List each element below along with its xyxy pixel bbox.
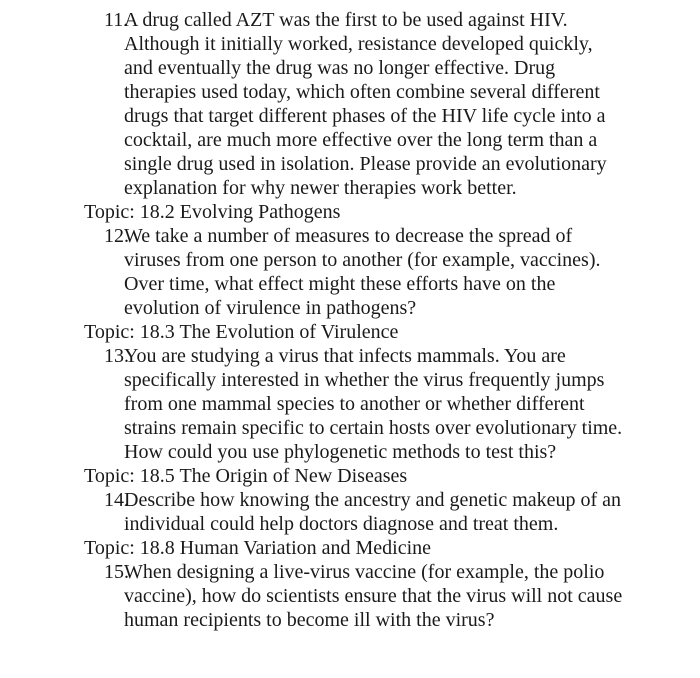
topic-heading: Topic: 18.2 Evolving Pathogens: [84, 201, 341, 223]
document-page: [0, 8, 700, 632]
question-number: 11.: [104, 9, 129, 31]
question-12: [0, 224, 624, 320]
topic-heading: Topic: 18.5 The Origin of New Diseases: [84, 465, 408, 487]
question-text: A drug called AZT was the first to be used against HIV. Although it initially worked, resistance developed quickly, and eventually the drug was no longer effective. Drug therapies used today, which often combine several different drugs that target different phases of the HIV life cycle into a cocktail, are much more effective over the long term than a single drug used in isolation. Please provide an evolutionary explanation for why newer therapies work better.: [124, 9, 607, 199]
question-text: Describe how knowing the ancestry and genetic makeup of an individual could help doctors diagnose and treat them.: [124, 489, 622, 535]
topic-heading: Topic: 18.8 Human Variation and Medicine: [84, 537, 432, 559]
question-13: [0, 344, 624, 464]
question-number: 14.: [104, 489, 129, 511]
question-text: You are studying a virus that infects mammals. You are specifically interested in whether the virus frequently jumps from one mammal species to another or whether different strains remain specific to certain hosts over evolutionary time. How could you use phylogenetic methods to test this?: [124, 345, 623, 463]
question-text: When designing a live-virus vaccine (for example, the polio vaccine), how do scientists ensure that the virus will not cause human recipients to become ill with the virus?: [124, 561, 623, 631]
question-number: 13.: [104, 345, 129, 367]
question-number: 15.: [104, 561, 129, 583]
question-11: [0, 8, 624, 200]
question-text: We take a number of measures to decrease the spread of viruses from one person to another (for example, vaccines). Over time, what effect might these efforts have on the evolution of virulence in pathogens?: [124, 225, 601, 319]
question-number: 12.: [104, 225, 129, 247]
question-14: [0, 488, 624, 536]
question-15: [0, 560, 624, 632]
topic-heading: Topic: 18.3 The Evolution of Virulence: [84, 321, 399, 343]
